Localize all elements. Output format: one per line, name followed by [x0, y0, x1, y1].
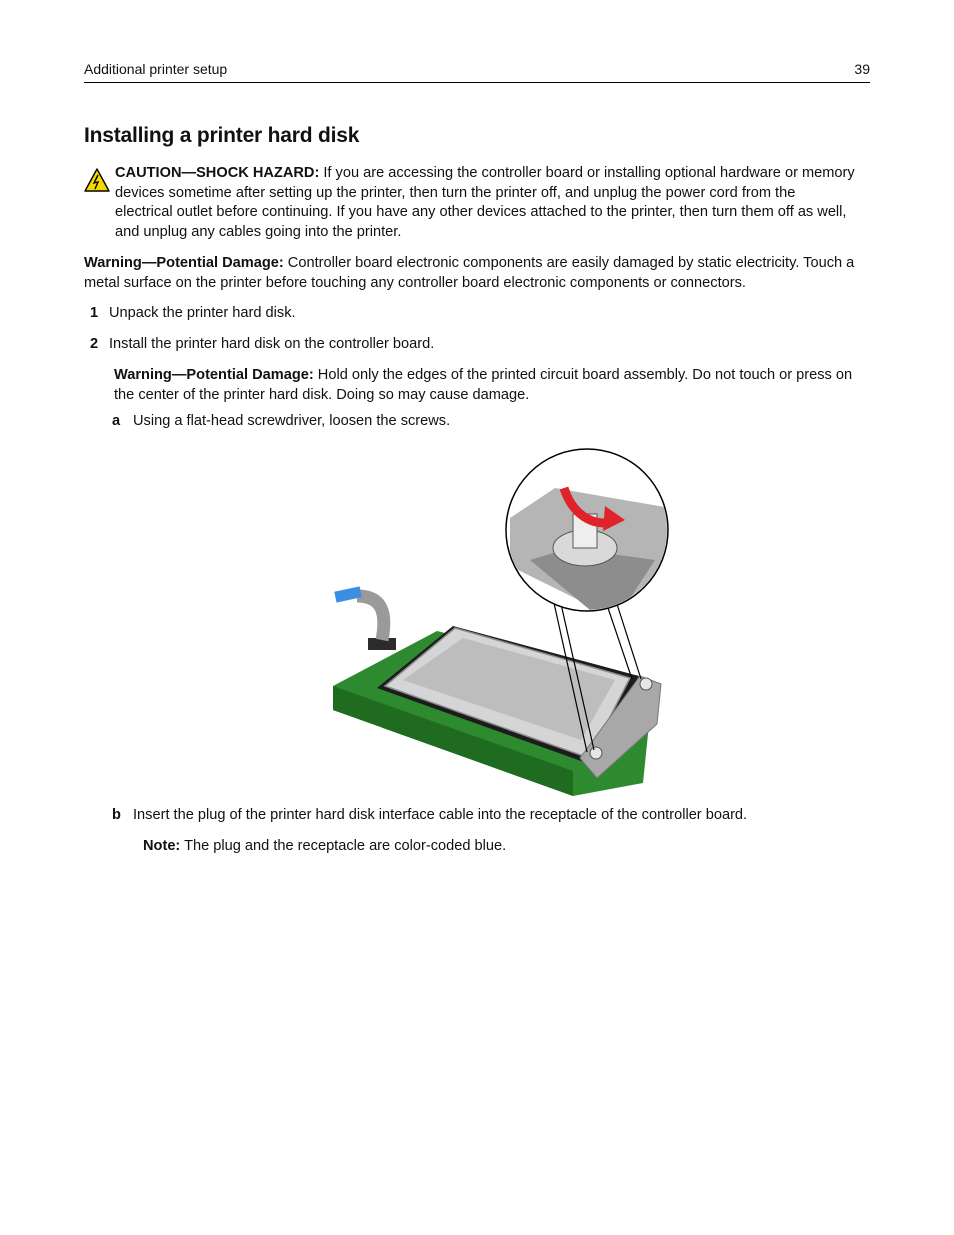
warning-static: Warning—Potential Damage: Controller board electronic components are easily damaged by static electricity. Touch a metal surface on the printer before touching any controller board electronic components or connectors. — [84, 255, 855, 291]
note: Note: The plug and the receptacle are color-coded blue. — [143, 838, 507, 854]
step-text: Install the printer hard disk on the controller board. — [109, 336, 435, 352]
substep-letter: a — [112, 413, 121, 429]
step-number: 1 — [90, 305, 99, 321]
step-text: Unpack the printer hard disk. — [109, 305, 296, 321]
note-label: Note: — [143, 838, 181, 854]
step-number: 2 — [90, 336, 99, 352]
hard-disk-illustration — [325, 448, 670, 798]
shock-hazard-icon — [84, 168, 110, 192]
warning-label: Warning—Potential Damage: — [84, 255, 284, 271]
page-title: Installing a printer hard disk — [84, 124, 360, 147]
substep-text: Using a flat-head screwdriver, loosen the screws. — [133, 413, 451, 429]
screw — [640, 678, 652, 690]
page-number: 39 — [854, 61, 870, 77]
caution-text: CAUTION—SHOCK HAZARD: If you are accessing the controller board or installing optional hardware or memory devices sometime after setting up the printer, then turn the printer off, and unplug the power cord from the electrical outlet before continuing. If you have any other devices attached to the printer, then turn them off as well, and unplug any cables going into the printer. — [115, 165, 855, 240]
page-header — [84, 60, 870, 83]
warning-handling: Warning—Potential Damage: Hold only the edges of the printed circuit board assembly. Do not touch or press on the center of the printer hard disk. Doing so may cause damage. — [114, 367, 853, 403]
interface-cable — [357, 596, 384, 640]
warning-label: Warning—Potential Damage: — [114, 367, 314, 383]
caution-label: CAUTION—SHOCK HAZARD: — [115, 165, 320, 181]
substep-text: Insert the plug of the printer hard disk interface cable into the receptacle of the controller board. — [133, 807, 748, 823]
substep-letter: b — [112, 807, 121, 823]
section-title: Additional printer setup — [84, 61, 228, 77]
screw — [590, 747, 602, 759]
